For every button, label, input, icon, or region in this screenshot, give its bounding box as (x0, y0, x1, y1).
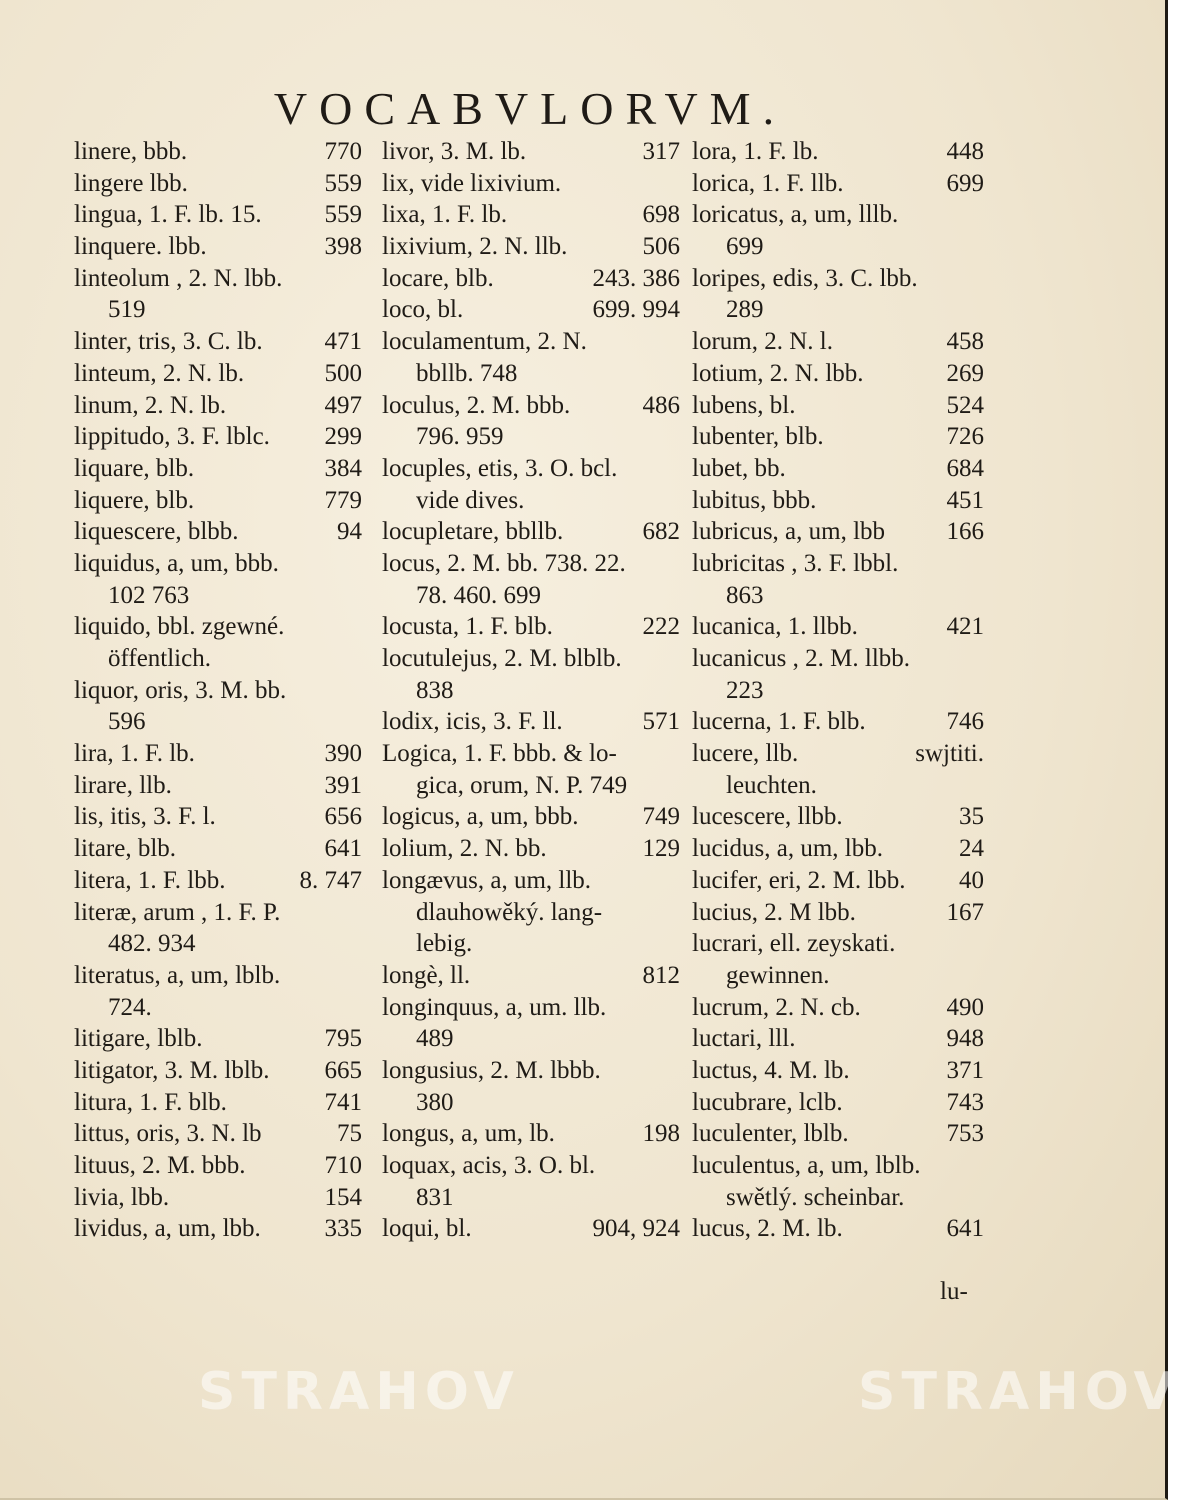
index-entry (692, 326, 984, 358)
entry-page-ref: 490 (946, 993, 984, 1021)
entry-term: lucidus, a, um, lbb. (692, 835, 883, 863)
index-entry (692, 801, 984, 833)
index-entry (74, 611, 362, 643)
index-entry (382, 421, 680, 453)
index-entry (74, 326, 362, 358)
entry-page-ref: 317 (642, 138, 680, 165)
entry-page-ref: 795 (324, 1025, 362, 1053)
index-entry (74, 770, 362, 802)
entry-term: lixa, 1. F. lb. (382, 201, 508, 229)
entry-term: 102 763 (108, 581, 190, 609)
entry-term: locutulejus, 2. M. blblb. (382, 645, 622, 672)
entry-page-ref: 398 (324, 233, 362, 261)
index-entry (382, 1182, 680, 1214)
index-entry (382, 960, 680, 992)
entry-term: lis, itis, 3. F. l. (74, 803, 216, 831)
entry-page-ref: 335 (324, 1215, 362, 1243)
entry-page-ref: 726 (946, 423, 984, 451)
entry-page-ref: 741 (324, 1088, 362, 1116)
index-entry (692, 706, 984, 738)
index-entry (74, 548, 362, 580)
entry-page-ref: 243. 386 (592, 264, 680, 292)
entry-page-ref: 710 (324, 1152, 362, 1179)
entry-term: lucubrare, lclb. (692, 1088, 843, 1116)
entry-term: lebig. (416, 930, 473, 958)
entry-page-ref: 948 (946, 1025, 984, 1053)
entry-page-ref: 458 (946, 328, 984, 356)
entry-term: litura, 1. F. blb. (74, 1088, 227, 1116)
index-entry (74, 928, 362, 960)
index-entry (692, 1182, 984, 1214)
index-entry (692, 358, 984, 390)
entry-term: öffentlich. (108, 645, 211, 672)
index-entry (382, 326, 680, 358)
entry-page-ref: 94 (337, 518, 362, 546)
entry-term: liquescere, blbb. (74, 518, 239, 546)
entry-term: liquidus, a, um, bbb. (74, 549, 279, 577)
index-entry (692, 643, 984, 675)
entry-term: linteolum , 2. N. lbb. (74, 264, 283, 292)
index-entry (382, 1055, 680, 1087)
index-entry (692, 960, 984, 992)
entry-term: lingere lbb. (74, 169, 188, 197)
entry-term: vide dives. (416, 486, 525, 514)
entry-term: lucius, 2. M lbb. (692, 898, 856, 926)
entry-term: loculus, 2. M. bbb. (382, 391, 571, 419)
entry-page-ref: 698 (642, 201, 680, 229)
entry-term: longævus, a, um, llb. (382, 866, 592, 894)
entry-page-ref: 699. 994 (592, 296, 680, 324)
entry-term: gica, orum, N. P. 749 (416, 771, 628, 799)
entry-term: longè, ll. (382, 961, 471, 989)
entry-term: lucifer, eri, 2. M. lbb. (692, 866, 906, 894)
entry-page-ref: 749 (642, 803, 680, 831)
index-entry (74, 1055, 362, 1087)
entry-term: literatus, a, um, lblb. (74, 961, 281, 989)
index-entry (692, 548, 984, 580)
entry-page-ref: 24 (959, 835, 984, 863)
index-entry (692, 263, 984, 295)
entry-term: liquare, blb. (74, 454, 195, 482)
entry-term: leuchten. (726, 771, 817, 799)
entry-page-ref: 129 (642, 835, 680, 863)
index-entry (382, 231, 680, 263)
index-entry (382, 1150, 680, 1182)
column-2 (382, 136, 680, 1245)
catchword: lu- (940, 1278, 968, 1305)
entry-term: lubet, bb. (692, 454, 786, 482)
index-entry (692, 1023, 984, 1055)
index-entry (74, 643, 362, 675)
index-entry (382, 1118, 680, 1150)
entry-term: 831 (416, 1183, 454, 1211)
index-entry (692, 1213, 984, 1245)
index-entry (74, 1150, 362, 1182)
index-entry (692, 833, 984, 865)
index-entry (692, 485, 984, 517)
index-entry (74, 865, 362, 897)
entry-term: 78. 460. 699 (416, 581, 541, 609)
entry-term: 223 (726, 676, 764, 704)
entry-term: locare, blb. (382, 264, 494, 292)
index-entry (382, 897, 680, 929)
index-entry (382, 801, 680, 833)
entry-term: lixivium, 2. N. llb. (382, 233, 568, 261)
entry-term: lubenter, blb. (692, 423, 824, 451)
index-entry (692, 770, 984, 802)
entry-page-ref: 35 (959, 803, 984, 831)
index-entry (692, 231, 984, 263)
entry-page-ref: 746 (946, 708, 984, 736)
entry-term: livor, 3. M. lb. (382, 138, 527, 165)
entry-page-ref: 506 (642, 233, 680, 261)
index-entry (382, 1023, 680, 1055)
entry-term: lotium, 2. N. lbb. (692, 359, 864, 387)
index-entry (692, 421, 984, 453)
index-entry (382, 1213, 680, 1245)
page-heading: VOCABVLORVM. (273, 83, 787, 134)
index-entry (382, 199, 680, 231)
entry-page-ref: 641 (324, 835, 362, 863)
index-entry (692, 865, 984, 897)
entry-term: lividus, a, um, lbb. (74, 1215, 261, 1243)
index-entry (692, 453, 984, 485)
entry-term: lirare, llb. (74, 771, 172, 799)
entry-page-ref: 770 (324, 138, 362, 165)
entry-page-ref: 471 (324, 328, 362, 356)
entry-term: lucrum, 2. N. cb. (692, 993, 861, 1021)
entry-term: lucescere, llbb. (692, 803, 843, 831)
index-entry (74, 358, 362, 390)
entry-page-ref: 656 (324, 803, 362, 831)
entry-term: lubens, bl. (692, 391, 796, 419)
index-entry (382, 738, 680, 770)
index-entry (74, 801, 362, 833)
entry-term: lix, vide lixivium. (382, 169, 562, 197)
index-entry (74, 231, 362, 263)
entry-term: lucanicus , 2. M. llbb. (692, 645, 911, 672)
index-entry (692, 897, 984, 929)
index-entry (74, 1213, 362, 1245)
entry-term: swětlý. scheinbar. (726, 1183, 905, 1211)
index-entry (382, 675, 680, 707)
entry-term: litigare, lblb. (74, 1025, 203, 1053)
entry-page-ref: 166 (946, 518, 984, 546)
entry-term: 482. 934 (108, 930, 196, 958)
entry-term: Logica, 1. F. bbb. & lo- (382, 740, 617, 768)
index-entry (382, 643, 680, 675)
entry-term: liquido, bbl. zgewné. (74, 613, 285, 641)
index-entry (382, 770, 680, 802)
entry-term: loricatus, a, um, lllb. (692, 201, 899, 229)
index-entry (382, 611, 680, 643)
entry-term: lorum, 2. N. l. (692, 328, 833, 356)
index-entry (382, 833, 680, 865)
entry-term: loqui, bl. (382, 1215, 472, 1243)
entry-term: loripes, edis, 3. C. lbb. (692, 264, 918, 292)
entry-term: luctus, 4. M. lb. (692, 1056, 850, 1084)
entry-page-ref: 641 (946, 1215, 984, 1243)
index-entry (382, 390, 680, 422)
entry-page-ref: 167 (946, 898, 984, 926)
entry-term: lucrari, ell. zeyskati. (692, 930, 896, 958)
index-entry (692, 611, 984, 643)
entry-term: 699 (726, 233, 764, 261)
entry-page-ref: 684 (946, 454, 984, 482)
entry-page-ref: 269 (946, 359, 984, 387)
index-entry (382, 706, 680, 738)
index-entry (74, 960, 362, 992)
index-entry (74, 706, 362, 738)
entry-page-ref: 500 (324, 359, 362, 387)
entry-term: logicus, a, um, bbb. (382, 803, 579, 831)
column-3 (692, 136, 984, 1245)
index-entry (692, 675, 984, 707)
entry-term: linteum, 2. N. lb. (74, 359, 245, 387)
index-entry (382, 865, 680, 897)
index-entry (74, 897, 362, 929)
entry-term: longinquus, a, um. llb. (382, 993, 607, 1021)
entry-page-ref: 743 (946, 1088, 984, 1116)
entry-page-ref: 421 (946, 613, 984, 641)
index-entry (692, 580, 984, 612)
index-entry (74, 516, 362, 548)
entry-term: longus, a, um, lb. (382, 1120, 555, 1148)
entry-term: linter, tris, 3. C. lb. (74, 328, 263, 356)
entry-page-ref: 390 (324, 740, 362, 768)
index-entry (74, 294, 362, 326)
entry-page-ref: 391 (324, 771, 362, 799)
index-entry (74, 1023, 362, 1055)
index-entry (74, 136, 362, 168)
index-entry (692, 1118, 984, 1150)
entry-term: 724. (108, 993, 152, 1021)
entry-term: lucanica, 1. llbb. (692, 613, 858, 641)
entry-term: linere, bbb. (74, 138, 188, 165)
index-entry (692, 992, 984, 1024)
entry-term: locupletare, bbllb. (382, 518, 564, 546)
index-entry (692, 516, 984, 548)
index-entry (74, 168, 362, 200)
entry-term: littus, oris, 3. N. lb (74, 1120, 262, 1148)
index-entry (74, 1087, 362, 1119)
entry-term: locusta, 1. F. blb. (382, 613, 553, 641)
index-entry (382, 263, 680, 295)
entry-page-ref: 497 (324, 391, 362, 419)
index-entry (382, 1087, 680, 1119)
index-entry (382, 992, 680, 1024)
entry-term: literæ, arum , 1. F. P. (74, 898, 281, 926)
entry-term: lucus, 2. M. lb. (692, 1215, 843, 1243)
entry-page-ref: 571 (642, 708, 680, 736)
entry-page-ref: 371 (946, 1056, 984, 1084)
index-entry (692, 294, 984, 326)
index-entry (74, 199, 362, 231)
entry-term: lucere, llb. (692, 740, 799, 768)
entry-page-ref: 812 (642, 961, 680, 989)
entry-term: loco, bl. (382, 296, 464, 324)
index-entry (692, 136, 984, 168)
index-entry (74, 992, 362, 1024)
entry-page-ref: 559 (324, 169, 362, 197)
entry-page-ref: 451 (946, 486, 984, 514)
entry-page-ref: 665 (324, 1056, 362, 1084)
entry-page-ref: 198 (642, 1120, 680, 1148)
entry-term: litera, 1. F. lbb. (74, 866, 226, 894)
index-entry (382, 358, 680, 390)
entry-term: lubricus, a, um, lbb (692, 518, 886, 546)
index-entry (692, 928, 984, 960)
entry-page-ref: 486 (642, 391, 680, 419)
index-entry (382, 453, 680, 485)
entry-term: longusius, 2. M. lbbb. (382, 1056, 601, 1084)
index-entry (74, 675, 362, 707)
entry-term: locuples, etis, 3. O. bcl. (382, 454, 618, 482)
entry-page-ref: 753 (946, 1120, 984, 1148)
watermark: STRAHOV (198, 1362, 520, 1422)
entry-page-ref: 448 (946, 138, 984, 165)
entry-page-ref: 40 (959, 866, 984, 894)
index-entry (382, 928, 680, 960)
index-entry (74, 421, 362, 453)
index-entry (692, 738, 984, 770)
entry-term: 838 (416, 676, 454, 704)
entry-term: luculentus, a, um, lblb. (692, 1152, 921, 1179)
entry-page-ref: 299 (324, 423, 362, 451)
entry-term: locus, 2. M. bb. 738. 22. (382, 549, 626, 577)
entry-term: liquor, oris, 3. M. bb. (74, 676, 287, 704)
index-entry (74, 580, 362, 612)
index-entry (382, 580, 680, 612)
entry-term: lubitus, bbb. (692, 486, 817, 514)
entry-page-ref: 779 (324, 486, 362, 514)
entry-term: loculamentum, 2. N. (382, 328, 587, 356)
entry-page-ref: 682 (642, 518, 680, 546)
entry-term: lingua, 1. F. lb. 15. (74, 201, 262, 229)
watermark: STRAHOV (858, 1362, 1180, 1422)
entry-page-ref: 384 (324, 454, 362, 482)
index-entry (692, 390, 984, 422)
entry-page-ref: swjtiti. (915, 740, 984, 768)
entry-term: lolium, 2. N. bb. (382, 835, 547, 863)
entry-term: 796. 959 (416, 423, 504, 451)
entry-term: bbllb. 748 (416, 359, 518, 387)
index-entry (74, 453, 362, 485)
entry-page-ref: 559 (324, 201, 362, 229)
index-entry (74, 1182, 362, 1214)
entry-page-ref: 904, 924 (592, 1215, 680, 1243)
index-entry (382, 294, 680, 326)
index-entry (692, 1087, 984, 1119)
index-entry (74, 738, 362, 770)
index-entry (74, 390, 362, 422)
entry-term: 863 (726, 581, 764, 609)
entry-term: lorica, 1. F. llb. (692, 169, 844, 197)
entry-term: loquax, acis, 3. O. bl. (382, 1152, 596, 1179)
entry-term: luculenter, lblb. (692, 1120, 849, 1148)
index-entry (74, 1118, 362, 1150)
entry-term: 289 (726, 296, 764, 324)
entry-term: lora, 1. F. lb. (692, 138, 819, 165)
entry-term: lira, 1. F. lb. (74, 740, 195, 768)
index-entry (382, 136, 680, 168)
entry-page-ref: 524 (946, 391, 984, 419)
entry-term: 380 (416, 1088, 454, 1116)
entry-term: 596 (108, 708, 146, 736)
entry-term: 489 (416, 1025, 454, 1053)
index-entry (692, 1150, 984, 1182)
entry-term: lubricitas , 3. F. lbbl. (692, 549, 899, 577)
index-entry (382, 548, 680, 580)
entry-page-ref: 8. 747 (299, 866, 362, 894)
index-entry (74, 263, 362, 295)
entry-term: 519 (108, 296, 146, 324)
index-entry (382, 485, 680, 517)
index-entry (382, 168, 680, 200)
entry-term: dlauhowěký. lang- (416, 898, 603, 926)
index-entry (692, 1055, 984, 1087)
entry-term: liquere, blb. (74, 486, 195, 514)
entry-page-ref: 75 (337, 1120, 362, 1148)
entry-term: luctari, lll. (692, 1025, 796, 1053)
entry-page-ref: 699 (946, 169, 984, 197)
entry-page-ref: 154 (324, 1183, 362, 1211)
entry-term: lippitudo, 3. F. lblc. (74, 423, 270, 451)
entry-term: lucerna, 1. F. blb. (692, 708, 866, 736)
entry-term: lituus, 2. M. bbb. (74, 1152, 246, 1179)
entry-term: linum, 2. N. lb. (74, 391, 227, 419)
index-entry (74, 485, 362, 517)
entry-term: lodix, icis, 3. F. ll. (382, 708, 563, 736)
entry-term: livia, lbb. (74, 1183, 170, 1211)
index-entry (382, 516, 680, 548)
entry-term: litigator, 3. M. lblb. (74, 1056, 270, 1084)
entry-term: litare, blb. (74, 835, 177, 863)
entry-term: gewinnen. (726, 961, 830, 989)
entry-page-ref: 222 (642, 613, 680, 641)
index-entry (74, 833, 362, 865)
index-entry (692, 199, 984, 231)
index-entry (692, 168, 984, 200)
column-1 (74, 136, 362, 1245)
entry-term: linquere. lbb. (74, 233, 207, 261)
